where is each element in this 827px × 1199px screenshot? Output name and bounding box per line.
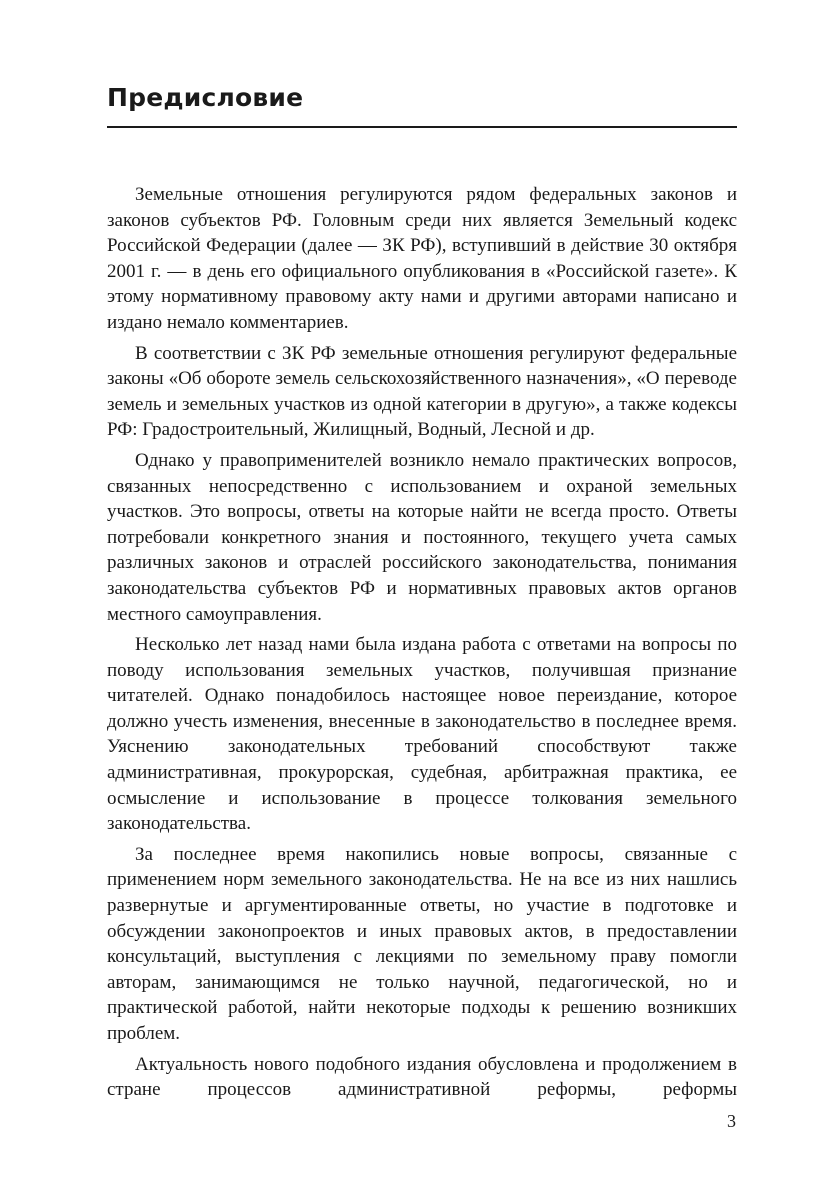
heading-rule bbox=[107, 126, 737, 128]
paragraph: Однако у правоприменителей возникло немало практических вопросов, связанных непосредственно с использованием и охраной земельных участков. Это вопросы, ответы на которые найти не всегда просто. Ответы потребовали конкретного знания и постоянного, текущего учета самых различных законов и отраслей российского законодательства, понимания законодательства субъектов РФ и нормативных правовых актов органов местного самоуправления. bbox=[107, 449, 737, 625]
page-title: Предисловие bbox=[107, 83, 304, 112]
paragraph: Земельные отношения регулируются рядом федеральных законов и законов субъектов РФ. Головным среди них является Земельный кодекс Российской Федерации (далее — ЗК РФ), вступивший в действие 30 октября 2001 г. — в день его официального опубликования в «Российской газете». К этому нормативному правовому акту нами и другими авторами написано и издано немало комментариев. bbox=[107, 184, 737, 333]
body-text bbox=[107, 182, 737, 1108]
paragraph: В соответствии с ЗК РФ земельные отношения регулируют федеральные законы «Об обороте земель сельскохозяйственного назначения», «О переводе земель и земельных участков из одной категории в другую», а также кодексы РФ: Градостроительный, Жилищный, Водный, Лесной и др. bbox=[107, 342, 737, 441]
page-number: 3 bbox=[727, 1111, 736, 1131]
paragraph: Актуальность нового подобного издания обусловлена и продолжением в стране процессов административной реформы, реформы bbox=[107, 1053, 737, 1101]
paragraph: Несколько лет назад нами была издана работа с ответами на вопросы по поводу использования земельных участков, получившая признание читателей. Однако понадобилось настоящее новое переиздание, которое должно учесть изменения, внесенные в законодательство в последнее время. Уяснению законодательных требований способствуют также административная, прокурорская, судебная, арбитражная практика, ее осмысление и использование в процессе толкования земельного законодательства. bbox=[107, 634, 737, 835]
paragraph: За последнее время накопились новые вопросы, связанные с применением норм земельного законодательства. Не на все из них нашлись развернутые и аргументированные ответы, но участие в подготовке и обсуждении законопроектов и иных правовых актов, в предоставлении консультаций, выступления с лекциями по земельному праву помогли авторам, занимающимся не только научной, педагогической, но и практической работой, найти некоторые подходы к решению возникших проблем. bbox=[107, 843, 737, 1044]
